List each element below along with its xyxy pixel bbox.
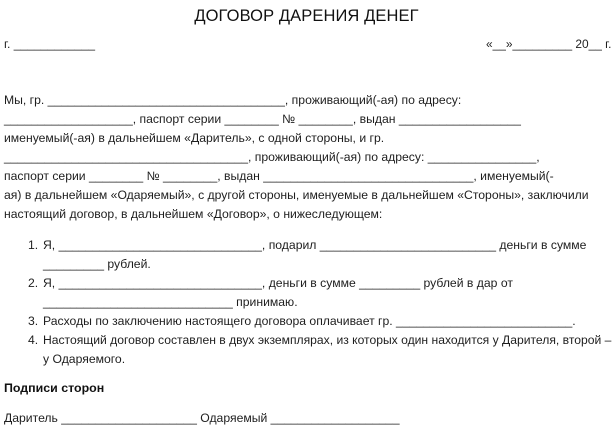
clause-number: 4. (28, 333, 39, 347)
clause-number: 2. (28, 276, 39, 290)
preamble-line: Мы, гр. ___________________________________, проживающий(-ая) по адресу: (4, 93, 462, 107)
clause-line: Настоящий договор составлен в двух экземплярах, из которых один находится у Дарителя, второй – (43, 333, 612, 347)
clause-number: 3. (28, 314, 39, 328)
signatures-line: Даритель ____________________ Одаряемый ___________________ (4, 411, 400, 425)
clause-line: _________ рублей. (43, 257, 151, 271)
clause-line: у Одаряемого. (43, 352, 126, 366)
preamble-line: паспорт серии ________ № ________, выдан _______________________________, именуемый(- (4, 169, 554, 183)
clause-line: Я, ______________________________, подарил __________________________ деньги в сумме (43, 238, 587, 252)
clause-line: Я, ______________________________, деньги в сумме _________ рублей в дар от (43, 276, 513, 290)
city-field: г. ____________ (4, 37, 96, 51)
document-title: ДОГОВОР ДАРЕНИЯ ДЕНЕГ (194, 7, 419, 25)
date-field: «__»_________ 20__ г. (486, 37, 612, 51)
clause-number: 1. (28, 238, 39, 252)
signatures-heading: Подписи сторон (4, 381, 105, 395)
preamble-line: настоящий договор, в дальнейшем «Договор», о нижеследующем: (4, 207, 383, 221)
preamble-line: именуемый(-ая) в дальнейшем «Даритель», с одной стороны, и гр. (4, 131, 385, 145)
clause-line: Расходы по заключению настоящего договора оплачивает гр. __________________________. (43, 314, 576, 328)
preamble-line: ____________________________________, проживающий(-ая) по адресу: ________________, (4, 150, 540, 164)
clause-line: ____________________________ принимаю. (43, 295, 298, 309)
preamble-line: ___________________, паспорт серии ________ № ________, выдан __________________ (4, 112, 521, 126)
preamble-line: ая) в дальнейшем «Одаряемый», с другой стороны, именуемые в дальнейшем «Стороны», заключили (4, 188, 589, 202)
